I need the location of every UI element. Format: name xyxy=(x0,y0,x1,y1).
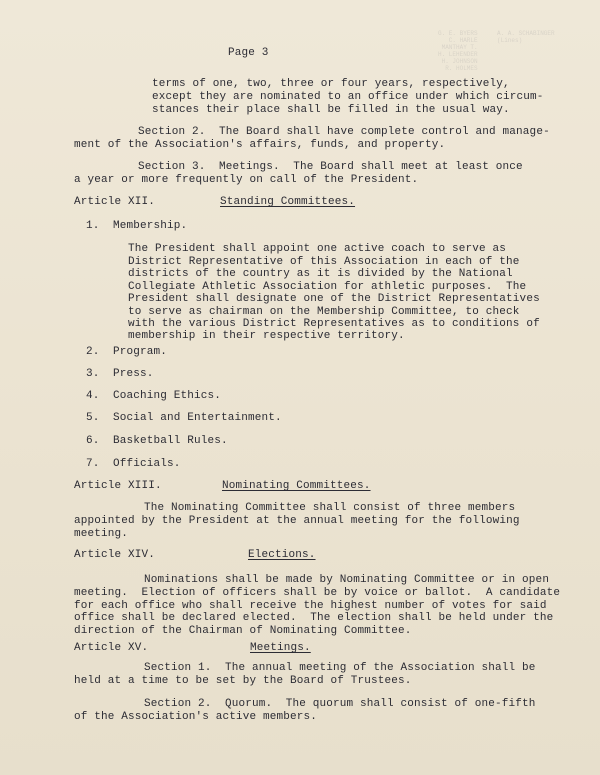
text-line: Section 2. Quorum. The quorum shall consist of one-fifth xyxy=(144,698,536,710)
article-heading: Article XIII. xyxy=(74,480,162,492)
text-line: held at a time to be set by the Board of Trustees. xyxy=(74,675,412,687)
text-line: stances their place shall be filled in the usual way. xyxy=(152,104,510,116)
article-heading: Article XV. xyxy=(74,642,149,654)
text-line: districts of the country as it is divided by the National xyxy=(128,268,513,280)
text-line: with the various District Representatives as to conditions of xyxy=(128,318,540,330)
text-line: The President shall appoint one active coach to serve as xyxy=(128,243,507,255)
text-line: direction of the Chairman of Nominating Committee. xyxy=(74,625,412,637)
list-item: 7. Officials. xyxy=(86,458,181,470)
text-line: except they are nominated to an office under which circum- xyxy=(152,91,544,103)
text-line: District Representative of this Association in each of the xyxy=(128,256,520,268)
text-line: terms of one, two, three or four years, respectively, xyxy=(152,78,510,90)
text-line: a year or more frequently on call of the President. xyxy=(74,174,419,186)
text-line: Section 2. The Board shall have complete control and manage- xyxy=(138,126,550,138)
text-line: appointed by the President at the annual meeting for the following xyxy=(74,515,520,527)
page-number: Page 3 xyxy=(228,47,269,59)
text-line: office shall be declared elected. The election shall be held under the xyxy=(74,612,554,624)
text-line: meeting. xyxy=(74,528,129,540)
list-item: 6. Basketball Rules. xyxy=(86,435,228,447)
list-item: 4. Coaching Ethics. xyxy=(86,390,222,402)
text-line: to serve as chairman on the Membership Committee, to check xyxy=(128,306,520,318)
article-heading: Article XII. xyxy=(74,196,156,208)
text-line: for each office who shall receive the highest number of votes for said xyxy=(74,600,547,612)
list-item: 3. Press. xyxy=(86,368,154,380)
text-line: of the Association's active members. xyxy=(74,711,318,723)
article-heading: Article XIV. xyxy=(74,549,156,561)
text-line: Collegiate Athletic Association for athletic purposes. The xyxy=(128,281,527,293)
section-title: Meetings. xyxy=(250,642,311,654)
section-title: Elections. xyxy=(248,549,316,561)
text-line: President shall designate one of the District Representatives xyxy=(128,293,540,305)
bleed-through-right: G. E. BYERS C. HARLE MANTHAY T. H. LEHENDER H. JOHNSON R. HOLMES xyxy=(438,30,478,72)
text-line: Nominations shall be made by Nominating Committee or in open xyxy=(144,574,550,586)
list-item: 5. Social and Entertainment. xyxy=(86,412,282,424)
section-title: Nominating Committees. xyxy=(222,480,371,492)
text-line: Section 3. Meetings. The Board shall meet at least once xyxy=(138,161,523,173)
text-line: The Nominating Committee shall consist of three members xyxy=(144,502,516,514)
bleed-through-left: A. A. SCHABINGER (Lines) xyxy=(497,30,555,44)
section-title: Standing Committees. xyxy=(220,196,356,208)
text-line: meeting. Election of officers shall be by voice or ballot. A candidate xyxy=(74,587,561,599)
list-item: 2. Program. xyxy=(86,346,168,358)
text-line: ment of the Association's affairs, funds, and property. xyxy=(74,139,446,151)
list-item: 1. Membership. xyxy=(86,220,188,232)
text-line: membership in their respective territory. xyxy=(128,330,405,342)
text-line: Section 1. The annual meeting of the Association shall be xyxy=(144,662,536,674)
